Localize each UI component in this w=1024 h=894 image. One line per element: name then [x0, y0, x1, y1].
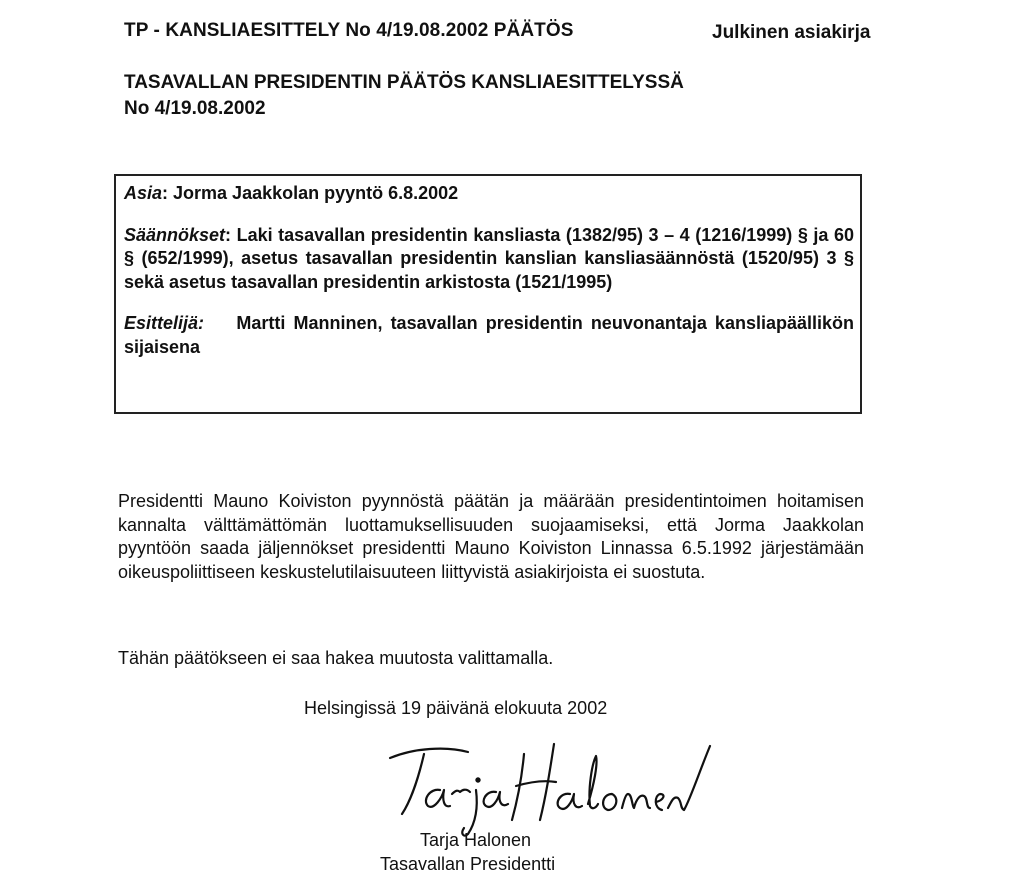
summary-box [114, 174, 862, 414]
saannokset-label: Säännökset [124, 224, 226, 245]
document-classification: Julkinen asiakirja [712, 22, 871, 43]
decision-paragraph [118, 490, 864, 584]
place-and-date: Helsingissä 19 päivänä elokuuta 2002 [304, 698, 608, 718]
signer-name: Tarja Halonen [420, 830, 532, 850]
document-reference: TP - KANSLIAESITTELY No 4/19.08.2002 PÄÄTÖS [124, 20, 574, 41]
title-line-2: No 4/19.08.2002 [124, 98, 266, 119]
signer-title: Tasavallan Presidentti [380, 854, 556, 874]
esittelija-text: Martti Manninen, tasavallan presidentin neuvonantaja kansliapäällikön sijaisena [124, 313, 854, 357]
esittelija-label: Esittelijä: [124, 313, 205, 333]
asia-text: : Jorma Jaakkolan pyyntö 6.8.2002 [162, 183, 459, 203]
esittelija-row [124, 312, 854, 359]
asia-label: Asia [124, 183, 163, 203]
saannokset-text: : Laki tasavallan presidentin kansliasta (1382/95) 3 – 4 (1216/1999) § ja 60 § (652/1999), asetus tasavallan presidentin kanslian kansliasäännöstä (1520/95) 3 § sekä asetus tasavallan presidentin arkistosta (1521/1995) [124, 224, 854, 292]
decision-text: Presidentti Mauno Koiviston pyynnöstä päätän ja määrään presidentintoimen hoitamisen kannalta välttämättömän luottamuksellisuuden suojaamiseksi, että Jorma Jaakkolan pyyntöön saada jäljennökset presidentti Mauno Koiviston Linnassa 6.5.1992 järjestämään oikeuspoliittiseen keskustelutilaisuuteen liittyvistä asiakirjoista ei suostuta. [118, 491, 864, 582]
asia-row [124, 182, 854, 206]
appeal-notice: Tähän päätökseen ei saa hakea muutosta valittamalla. [118, 648, 554, 668]
handwritten-signature [384, 740, 714, 840]
title-line-1: TASAVALLAN PRESIDENTIN PÄÄTÖS KANSLIAESITTELYSSÄ [124, 72, 684, 93]
saannokset-row [124, 224, 854, 295]
document-title [124, 70, 684, 122]
